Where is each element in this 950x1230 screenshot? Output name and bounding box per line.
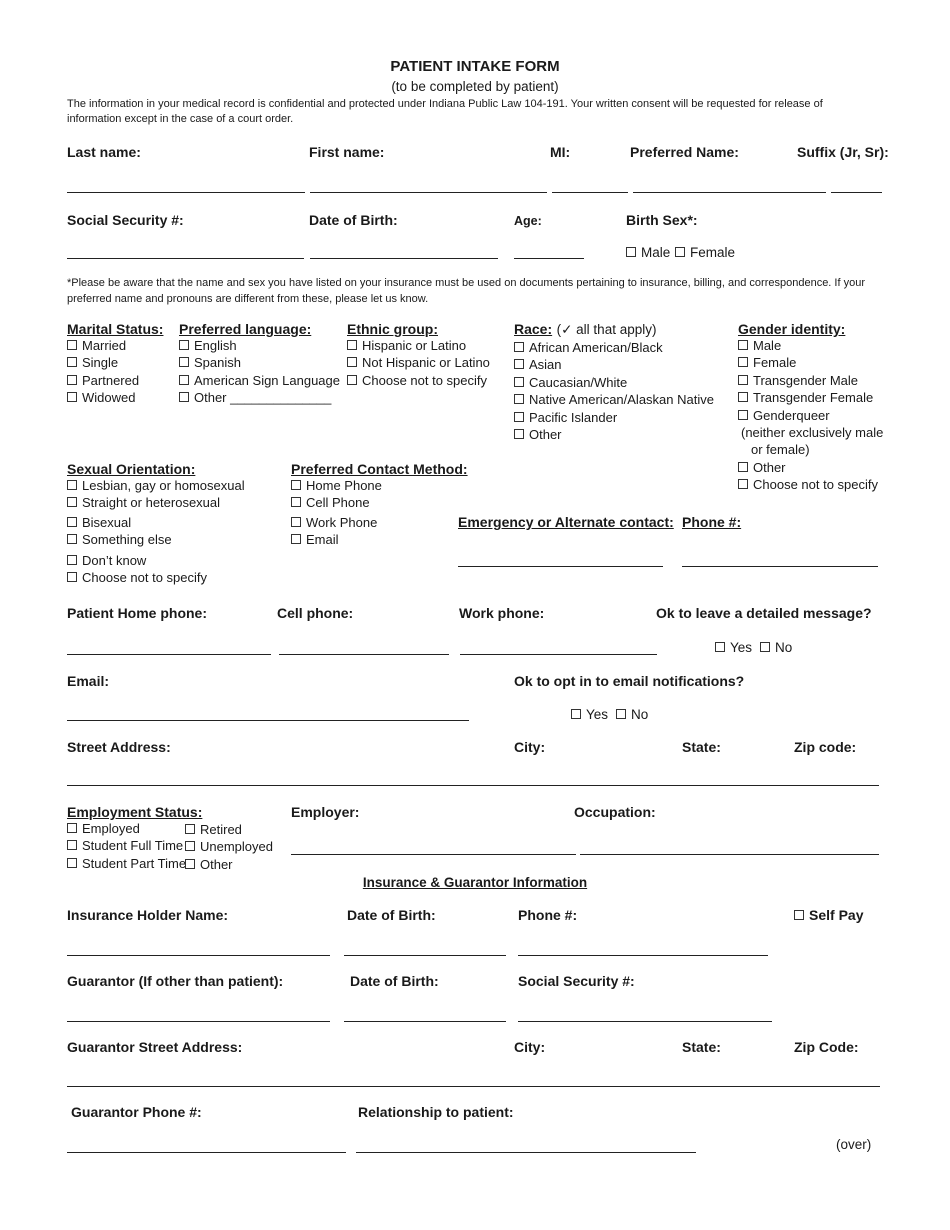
checkbox-icon[interactable] (67, 858, 77, 868)
list-item[interactable]: Other (514, 426, 714, 443)
insurance-holder-field[interactable] (67, 955, 330, 956)
list-item[interactable]: Unemployed (185, 838, 273, 855)
emergency-contact-label: Emergency or Alternate contact: (458, 514, 674, 530)
home-phone-field[interactable] (67, 654, 271, 655)
list-item[interactable]: Straight or heterosexual (67, 494, 245, 511)
guarantor-name-field[interactable] (67, 1021, 330, 1022)
checkbox-icon[interactable] (738, 479, 748, 489)
guarantor-street-label: Guarantor Street Address: (67, 1039, 243, 1055)
suffix-field[interactable] (831, 192, 882, 193)
list-item[interactable]: Cell Phone (291, 494, 468, 511)
checkbox-icon[interactable] (738, 340, 748, 350)
cell-phone-field[interactable] (279, 654, 449, 655)
page-subtitle: (to be completed by patient) (391, 79, 559, 94)
checkbox-icon[interactable] (715, 642, 725, 652)
page-title: PATIENT INTAKE FORM (390, 58, 560, 75)
email-optin-no-option[interactable]: No (616, 707, 648, 722)
list-item[interactable]: Other (738, 459, 883, 476)
guarantor-zip-label: Zip Code: (794, 1039, 859, 1055)
list-item[interactable]: Something else (67, 531, 245, 548)
checkbox-icon[interactable] (794, 910, 804, 920)
marital-status-group (67, 321, 163, 407)
state-label: State: (682, 739, 721, 755)
ssn-field[interactable] (67, 258, 304, 259)
ssn-label: Social Security #: (67, 212, 184, 228)
email-optin-label: Ok to opt in to email notifications? (514, 673, 745, 689)
insurance-phone-label: Phone #: (518, 907, 578, 923)
work-phone-field[interactable] (460, 654, 657, 655)
list-item[interactable]: Choose not to specify (347, 372, 490, 389)
list-item[interactable]: American Sign Language (179, 372, 340, 389)
checkbox-icon[interactable] (738, 410, 748, 420)
insurance-dob-label: Date of Birth: (347, 907, 436, 923)
checkbox-icon[interactable] (514, 412, 524, 422)
ethnic-group (347, 321, 490, 389)
insurance-holder-label: Insurance Holder Name: (67, 907, 229, 923)
checkbox-icon[interactable] (179, 357, 189, 367)
zip-code-label: Zip code: (794, 739, 857, 755)
confidentiality-notice: The information in your medical record is confidential and protected under Indiana Public Law 104-191. Your written consent will be requested for release of information except in the case of a court order. (67, 98, 823, 125)
checkbox-icon[interactable] (291, 497, 301, 507)
checkbox-icon[interactable] (347, 357, 357, 367)
list-item[interactable]: Widowed (67, 389, 163, 406)
race-group (514, 321, 714, 443)
checkbox-icon[interactable] (626, 247, 636, 257)
sexual-orientation-group (67, 461, 245, 586)
list-item[interactable]: Employed (67, 820, 202, 837)
list-item[interactable]: Email (291, 531, 468, 548)
checkbox-icon[interactable] (571, 709, 581, 719)
checkbox-icon[interactable] (185, 859, 195, 869)
gender-identity-group (738, 321, 883, 494)
home-phone-label: Patient Home phone: (67, 605, 208, 621)
guarantor-ssn-label: Social Security #: (518, 973, 635, 989)
checkbox-icon[interactable] (67, 497, 77, 507)
marital-status-heading: Marital Status: (67, 321, 164, 337)
message-yes-option[interactable]: Yes (715, 640, 752, 655)
guarantor-state-label: State: (682, 1039, 721, 1055)
checkbox-icon[interactable] (67, 340, 77, 350)
list-item[interactable]: Male (738, 337, 883, 354)
checkbox-icon[interactable] (738, 375, 748, 385)
checkbox-icon[interactable] (291, 480, 301, 490)
list-item[interactable]: Not Hispanic or Latino (347, 354, 490, 371)
checkbox-icon[interactable] (67, 572, 77, 582)
preferred-language-heading: Preferred language: (179, 321, 312, 337)
list-item[interactable]: Partnered (67, 372, 163, 389)
checkbox-icon[interactable] (760, 642, 770, 652)
birth-sex-male-option[interactable]: Male (626, 245, 670, 260)
message-no-option[interactable]: No (760, 640, 792, 655)
checkbox-icon[interactable] (67, 534, 77, 544)
birth-sex-label: Birth Sex*: (626, 212, 698, 228)
suffix-label: Suffix (Jr, Sr): (797, 144, 889, 160)
checkbox-icon[interactable] (185, 824, 195, 834)
checkbox-icon[interactable] (347, 375, 357, 385)
checkbox-icon[interactable] (179, 392, 189, 402)
self-pay-option[interactable]: Self Pay (794, 907, 863, 923)
dob-label: Date of Birth: (309, 212, 398, 228)
checkbox-icon[interactable] (514, 394, 524, 404)
list-item[interactable]: Married (67, 337, 163, 354)
guarantor-ssn-field[interactable] (518, 1021, 772, 1022)
guarantor-phone-field[interactable] (67, 1152, 346, 1153)
checkbox-icon[interactable] (514, 359, 524, 369)
dob-field[interactable] (310, 258, 498, 259)
email-label: Email: (67, 673, 110, 689)
employer-field[interactable] (291, 854, 576, 855)
occupation-label: Occupation: (574, 804, 656, 820)
checkbox-icon[interactable] (738, 392, 748, 402)
list-item[interactable]: English (179, 337, 340, 354)
list-item[interactable]: African American/Black (514, 339, 714, 356)
checkbox-icon[interactable] (179, 340, 189, 350)
guarantor-phone-label: Guarantor Phone #: (71, 1104, 202, 1120)
list-item[interactable]: Bisexual (67, 514, 245, 531)
relationship-field[interactable] (356, 1152, 696, 1153)
checkbox-icon[interactable] (67, 840, 77, 850)
checkbox-icon[interactable] (514, 429, 524, 439)
list-item[interactable]: Hispanic or Latino (347, 337, 490, 354)
checkbox-icon[interactable] (347, 340, 357, 350)
list-item[interactable]: Student Part Time (67, 855, 202, 872)
checkbox-icon[interactable] (67, 392, 77, 402)
checkbox-icon[interactable] (291, 534, 301, 544)
last-name-label: Last name: (67, 144, 141, 160)
street-address-label: Street Address: (67, 739, 171, 755)
preferred-name-label: Preferred Name: (630, 144, 739, 160)
checkbox-icon[interactable] (67, 823, 77, 833)
employer-label: Employer: (291, 804, 360, 820)
list-item[interactable]: Caucasian/White (514, 374, 714, 391)
guarantor-city-label: City: (514, 1039, 546, 1055)
first-name-field[interactable] (310, 192, 547, 193)
employment-status-heading: Employment Status: (67, 804, 203, 820)
occupation-field[interactable] (580, 854, 879, 855)
age-label: Age: (514, 214, 542, 228)
checkbox-icon[interactable] (675, 247, 685, 257)
list-item[interactable]: Female (738, 354, 883, 371)
employment-status-group (67, 804, 202, 872)
contact-method-group (291, 461, 468, 549)
list-item[interactable]: Don’t know (67, 552, 245, 569)
insurance-phone-field[interactable] (518, 955, 768, 956)
genderqueer-note: or female) (751, 442, 810, 458)
checkbox-icon[interactable] (67, 357, 77, 367)
street-address-field[interactable] (67, 785, 879, 786)
birth-sex-female-option[interactable]: Female (675, 245, 735, 260)
list-item[interactable]: Work Phone (291, 514, 468, 531)
list-item[interactable]: Single (67, 354, 163, 371)
race-heading: Race: (514, 321, 553, 337)
guarantor-dob-label: Date of Birth: (350, 973, 439, 989)
insurance-name-notice: *Please be aware that the name and sex you have listed on your insurance must be used on documents pertaining to insurance, billing, and correspondence. If your preferred name and pronouns are different from these, please let us know. (67, 277, 865, 305)
cell-phone-label: Cell phone: (277, 605, 354, 621)
checkbox-icon[interactable] (67, 375, 77, 385)
list-item[interactable]: Pacific Islander (514, 409, 714, 426)
detailed-message-label: Ok to leave a detailed message? (656, 605, 872, 621)
first-name-label: First name: (309, 144, 385, 160)
relationship-label: Relationship to patient: (358, 1104, 514, 1120)
checkbox-icon[interactable] (738, 357, 748, 367)
email-optin-yes-option[interactable]: Yes (571, 707, 608, 722)
list-item[interactable]: Genderqueer (738, 407, 883, 424)
checkbox-icon[interactable] (67, 517, 77, 527)
preferred-language-group (179, 321, 340, 407)
checkbox-icon[interactable] (738, 462, 748, 472)
email-field[interactable] (67, 720, 469, 721)
list-item[interactable]: Home Phone (291, 477, 468, 494)
list-item[interactable]: Choose not to specify (738, 476, 883, 493)
list-item[interactable]: Lesbian, gay or homosexual (67, 477, 245, 494)
insurance-section-title: Insurance & Guarantor Information (362, 875, 588, 890)
work-phone-label: Work phone: (459, 605, 545, 621)
mi-label: MI: (550, 144, 571, 160)
last-name-field[interactable] (67, 192, 305, 193)
race-note: (✓ all that apply) (556, 322, 657, 337)
city-label: City: (514, 739, 546, 755)
mi-field[interactable] (552, 192, 628, 193)
checkbox-icon[interactable] (291, 517, 301, 527)
checkbox-icon[interactable] (514, 342, 524, 352)
gender-identity-heading: Gender identity: (738, 321, 846, 337)
list-item[interactable]: Spanish (179, 354, 340, 371)
over-note: (over) (836, 1137, 872, 1152)
emergency-phone-field[interactable] (682, 566, 878, 567)
list-item[interactable]: Asian (514, 356, 714, 373)
list-item[interactable]: Transgender Male (738, 372, 883, 389)
checkbox-icon[interactable] (179, 375, 189, 385)
checkbox-icon[interactable] (514, 377, 524, 387)
sexual-orientation-heading: Sexual Orientation: (67, 461, 196, 477)
preferred-name-field[interactable] (633, 192, 826, 193)
emergency-contact-field[interactable] (458, 566, 663, 567)
guarantor-dob-field[interactable] (344, 1021, 506, 1022)
list-item[interactable]: Other ______________ (179, 389, 340, 406)
list-item[interactable]: Native American/Alaskan Native (514, 391, 714, 408)
contact-method-heading: Preferred Contact Method: (291, 461, 468, 477)
checkbox-icon[interactable] (67, 480, 77, 490)
checkbox-icon[interactable] (616, 709, 626, 719)
genderqueer-note: (neither exclusively male (741, 425, 884, 441)
insurance-dob-field[interactable] (344, 955, 506, 956)
list-item[interactable]: Other (185, 856, 273, 873)
list-item[interactable]: Choose not to specify (67, 569, 245, 586)
guarantor-street-field[interactable] (67, 1086, 880, 1087)
checkbox-icon[interactable] (67, 555, 77, 565)
checkbox-icon[interactable] (185, 841, 195, 851)
guarantor-label: Guarantor (If other than patient): (67, 973, 284, 989)
list-item[interactable]: Retired (185, 821, 273, 838)
list-item[interactable]: Transgender Female (738, 389, 883, 406)
age-field[interactable] (514, 258, 584, 259)
checkmark-icon: ✓ (561, 322, 573, 337)
ethnic-group-heading: Ethnic group: (347, 321, 438, 337)
list-item[interactable]: Student Full Time (67, 837, 202, 854)
emergency-phone-label: Phone #: (682, 514, 742, 530)
employment-status-group-2 (185, 821, 273, 873)
